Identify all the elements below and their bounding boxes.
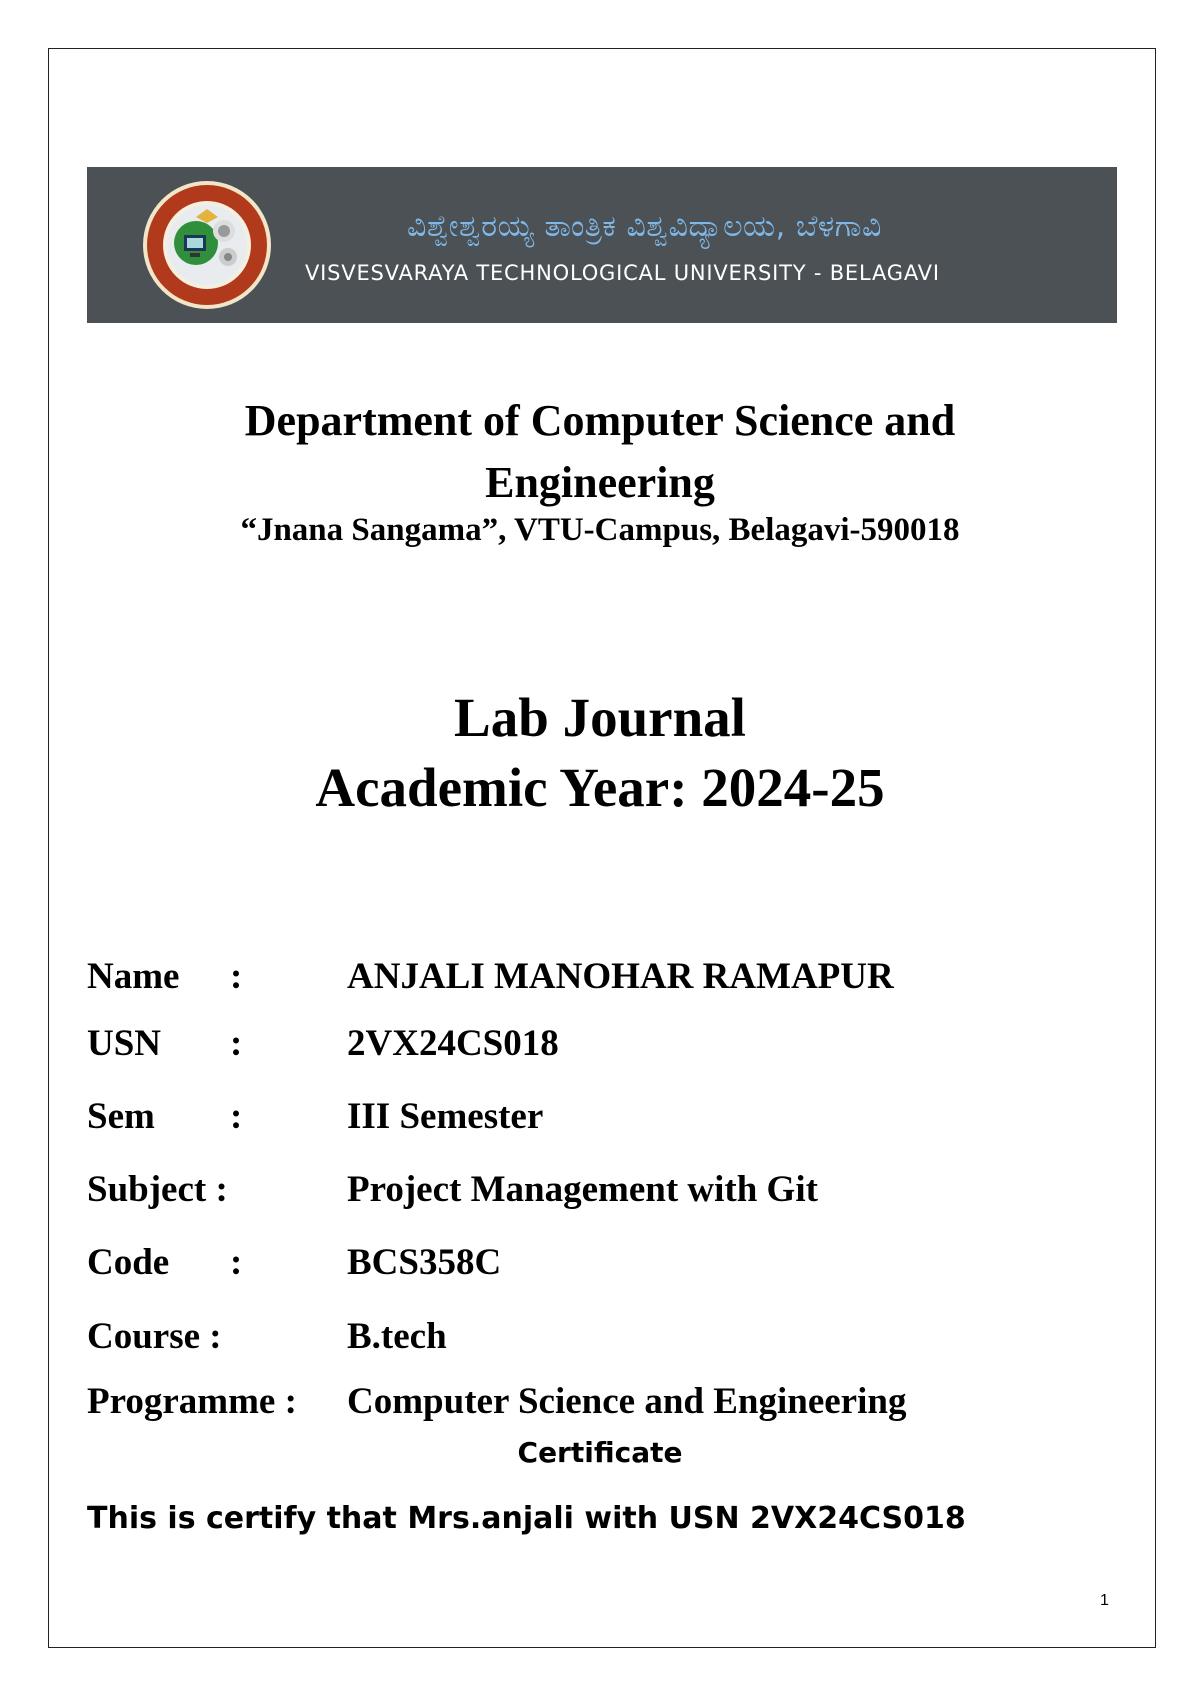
programme-value: Computer Science and Engineering xyxy=(347,1381,907,1422)
university-seal-icon xyxy=(140,177,274,313)
lab-journal-title: Lab Journal xyxy=(454,687,746,748)
usn-label: USN xyxy=(87,1023,162,1064)
sem-label: Sem xyxy=(87,1096,155,1137)
name-value: ANJALI MANOHAR RAMAPUR xyxy=(347,956,894,997)
name-colon: : xyxy=(230,956,243,997)
usn-colon: : xyxy=(230,1023,243,1064)
department-line-1: Department of Computer Science and xyxy=(244,396,956,445)
programme-label: Programme : xyxy=(87,1381,297,1422)
course-label: Course : xyxy=(87,1316,222,1357)
sem-colon: : xyxy=(230,1096,243,1137)
university-name-kannada: ವಿಶ್ವೇಶ್ವರಯ್ಯ ತಾಂತ್ರಿಕ ವಿಶ್ವವಿದ್ಯಾಲಯ, ಬೆಳಗಾವಿ xyxy=(407,209,882,244)
sem-value: III Semester xyxy=(347,1096,544,1137)
campus-address: “Jnana Sangama”, VTU-Campus, Belagavi-590018 xyxy=(240,512,960,548)
university-name-english: VISVESVARAYA TECHNOLOGICAL UNIVERSITY - BELAGAVI xyxy=(305,261,940,285)
certificate-text: This is certify that Mrs.anjali with USN 2VX24CS018 xyxy=(87,1501,966,1536)
course-value: B.tech xyxy=(347,1316,447,1357)
academic-year: Academic Year: 2024-25 xyxy=(315,757,885,818)
name-label: Name xyxy=(87,956,180,997)
university-banner xyxy=(87,167,1117,323)
code-value: BCS358C xyxy=(347,1242,502,1283)
usn-value: 2VX24CS018 xyxy=(347,1023,559,1064)
journal-title xyxy=(0,683,1200,823)
subject-label: Subject : xyxy=(87,1169,228,1210)
certificate-title: Certificate xyxy=(517,1436,683,1469)
subject-value: Project Management with Git xyxy=(347,1169,818,1210)
page-number: 1 xyxy=(1100,1592,1109,1609)
department-line-2: Engineering xyxy=(485,458,715,507)
department-heading xyxy=(0,390,1200,514)
code-label: Code xyxy=(87,1242,170,1283)
code-colon: : xyxy=(230,1242,243,1283)
